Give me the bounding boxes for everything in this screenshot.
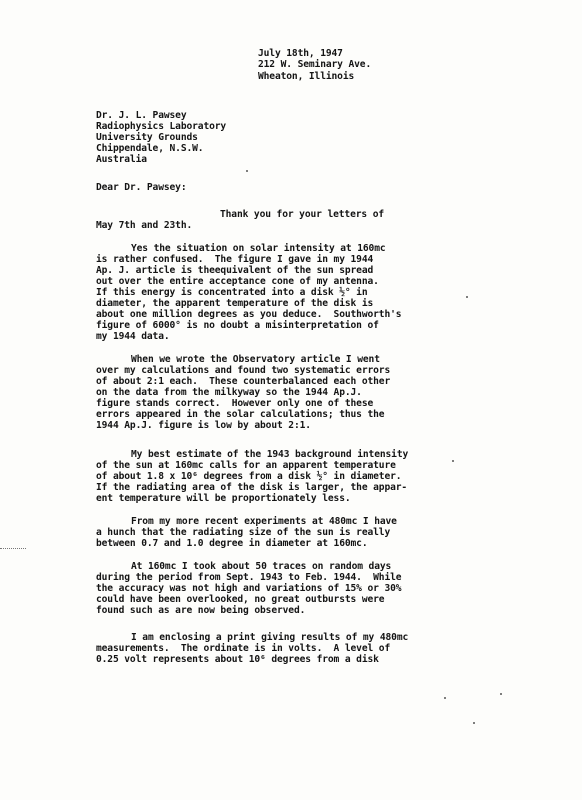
paragraph-line: over my calculations and found two systematic errors [96, 365, 391, 376]
recipient-line-4: Australia [96, 154, 147, 165]
paragraph-line: could have been overlooked, no great outbursts were [96, 594, 385, 605]
letter-date: July 18th, 1947 [258, 48, 343, 59]
paragraph-line: the accuracy was not high and variations of 15% or 30% [96, 583, 402, 594]
scan-speck [500, 693, 502, 695]
paragraph-line: diameter, the apparent temperature of the disk is [96, 298, 374, 309]
paragraph-line: May 7th and 23th. [96, 220, 193, 231]
paragraph-line: Ap. J. article is theequivalent of the sun spread [96, 265, 374, 276]
scan-speck [444, 697, 446, 699]
paragraph-line: At 160mc I took about 50 traces on random days [131, 561, 392, 572]
scan-speck [466, 296, 468, 298]
paragraph-line: found such as are now being observed. [96, 605, 306, 616]
scan-edge-mark [0, 548, 26, 553]
paragraph-line: of the sun at 160mc calls for an apparent temperature [96, 460, 396, 471]
salutation: Dear Dr. Pawsey: [96, 182, 187, 193]
paragraph-line: ent temperature will be proportionately less. [96, 493, 351, 504]
paragraph-line: If the radiating area of the disk is larger, the appar- [96, 482, 408, 493]
paragraph-line: 1944 Ap.J. figure is low by about 2:1. [96, 420, 311, 431]
paragraph-line: figure stands correct. However only one of these [96, 398, 374, 409]
recipient-name: Dr. J. L. Pawsey [96, 110, 187, 121]
recipient-line-2: University Grounds [96, 132, 198, 143]
paragraph-line: Thank you for your letters of [220, 209, 385, 220]
paragraph-line: is rather confused. The figure I gave in my 1944 [96, 254, 374, 265]
paragraph-line: about one million degrees as you deduce. Southworth's [96, 309, 402, 320]
paragraph-line: When we wrote the Observatory article I went [131, 354, 380, 365]
paragraph-line: From my more recent experiments at 480mc I have [131, 516, 397, 527]
paragraph-line: 0.25 volt represents about 10⁶ degrees from a disk [96, 654, 379, 665]
paragraph-line: a hunch that the radiating size of the sun is really [96, 527, 391, 538]
scan-speck [452, 460, 454, 462]
scan-speck [473, 722, 475, 724]
paragraph-line: of about 1.8 x 10⁶ degrees from a disk ½° in diameter. [96, 471, 402, 482]
return-street: 212 W. Seminary Ave. [258, 59, 372, 70]
paragraph-line: measurements. The ordinate is in volts. A level of [96, 643, 391, 654]
paragraph-line: during the period from Sept. 1943 to Feb. 1944. While [96, 572, 402, 583]
paragraph-line: out over the entire acceptance cone of my antenna. [96, 276, 379, 287]
paragraph-line: If this energy is concentrated into a disk ½° in [96, 287, 368, 298]
paragraph-line: figure of 6000° is no doubt a misinterpretation of [96, 320, 379, 331]
paragraph-line: Yes the situation on solar intensity at 160mc [131, 243, 386, 254]
return-city: Wheaton, Illinois [258, 71, 355, 82]
paragraph-line: my 1944 data. [96, 331, 170, 342]
recipient-line-3: Chippendale, N.S.W. [96, 143, 204, 154]
scan-speck [246, 170, 248, 172]
paragraph-line: I am enclosing a print giving results of my 480mc [131, 632, 409, 643]
paragraph-line: on the data from the milkyway so the 1944 Ap.J. [96, 387, 362, 398]
paragraph-line: My best estimate of the 1943 background intensity [131, 449, 409, 460]
paragraph-line: of about 2:1 each. These counterbalanced each other [96, 376, 391, 387]
paragraph-line: between 0.7 and 1.0 degree in diameter at 160mc. [96, 538, 368, 549]
recipient-line-1: Radiophysics Laboratory [96, 121, 227, 132]
paragraph-line: errors appeared in the solar calculations; thus the [96, 409, 385, 420]
